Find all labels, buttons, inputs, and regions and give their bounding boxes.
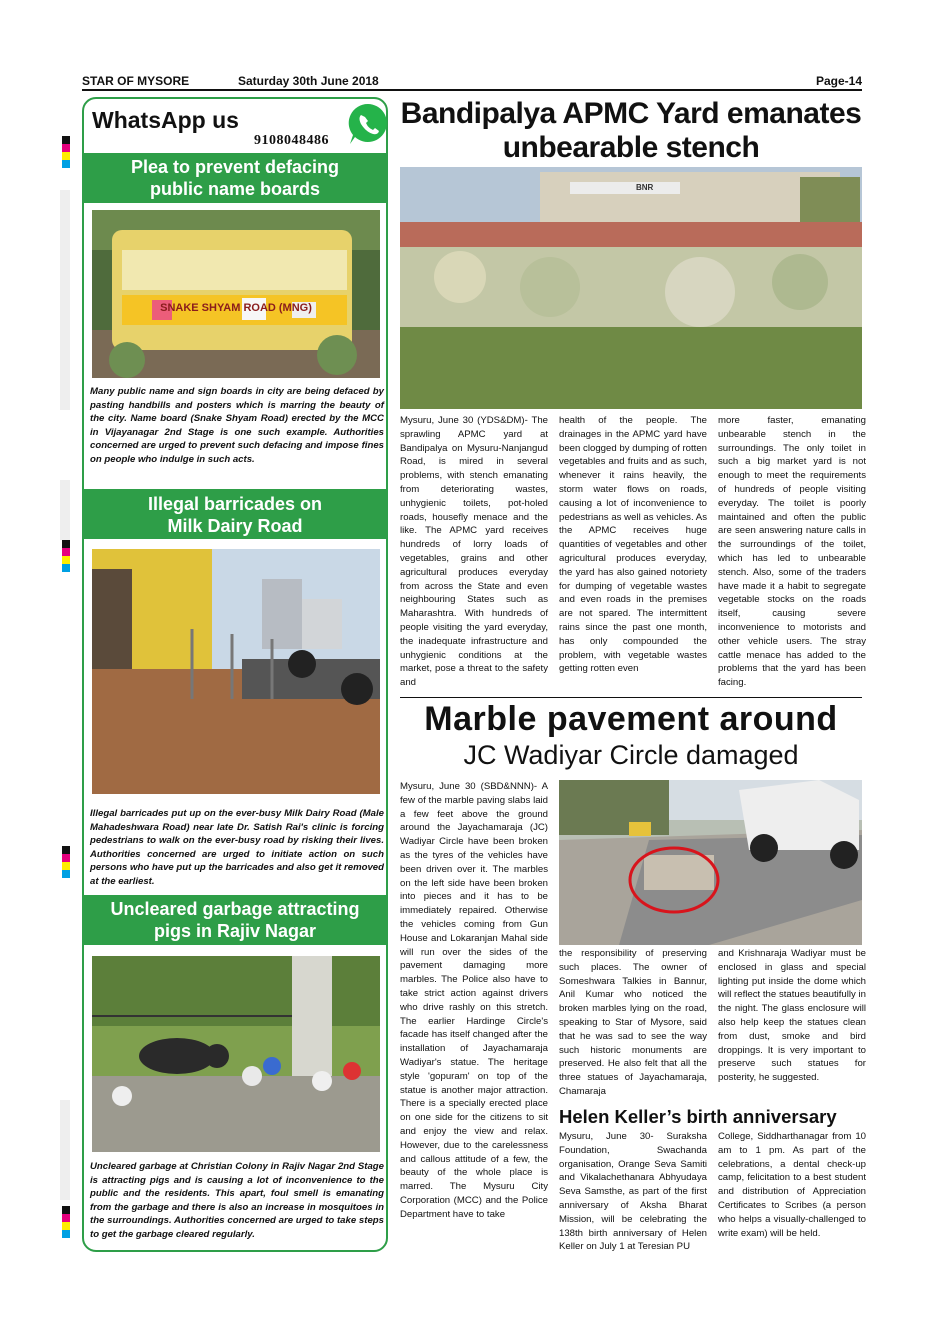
- apmc-headline-line2: unbearable stench: [502, 131, 760, 164]
- story1-caption: Many public name and sign boards in city are being defaced by pasting handbills and posters which is marring the beauty of the city. Name board (Snake Shyam Road) erected by the MCC in Vijayanagar 2nd Stage is one such example. Authorities concerned are urged to prevent such defacing and impose fines on people who indulge in such acts.: [90, 386, 384, 465]
- marble-headline-line1: Marble pavement around: [424, 700, 838, 738]
- story2-headline-line1: Illegal barricades on: [147, 494, 323, 514]
- registration-marks-mid: [62, 540, 70, 572]
- marble-col-2: the responsibility of preserving such places. The owner of Someshwara Talkies in Bannur, Anil Kumar who noticed the broken marbles lying on the road, speaking to Star of Mysore, said that he was sad to see the way such historic monuments are preserved. He also felt that all the three statues of Jayachamaraja, Chamaraja: [559, 948, 707, 1097]
- helen-col-2: Mysuru, June 30- Suraksha Foundation, Swachanda organisation, Orange Seva Samiti and Vikalachethanara Abhyudaya Seva Samsthe, as part of the first anniversary of Aksha Bharat Mission, will be celebrating the 138th birth anniversary of Helen Keller on July 1 at Teresian PU: [559, 1131, 707, 1253]
- issue-date: Saturday 30th June 2018: [238, 74, 379, 88]
- left-column-box: [82, 97, 388, 1252]
- helen-col-3: College, Siddharthanagar from 10 am to 1 pm. As part of the celebrations, a dental check-up camp, felicitation to a best student and distribution of Appreciation Certificates to Scribes (a person who helps a visually-challenged to write exam) will be held.: [718, 1131, 866, 1239]
- story2-headline-line2: Milk Dairy Road: [167, 516, 303, 536]
- margin-shade-2: [60, 480, 70, 540]
- apmc-shop-sign: BNR: [636, 183, 654, 192]
- registration-marks-lower: [62, 846, 70, 878]
- story1-headline: [84, 153, 386, 203]
- apmc-photo: [400, 167, 862, 409]
- helen-headline: Helen Keller’s birth anniversary: [559, 1106, 837, 1127]
- apmc-headline-line1: Bandipalya APMC Yard emanates: [400, 97, 862, 130]
- page-header: [82, 72, 862, 90]
- story3-caption: Uncleared garbage at Christian Colony in Rajiv Nagar 2nd Stage is attracting pigs and is causing a lot of inconvenience to the public and the residents. This apart, foul smell is emanating from the garbage and there is also an increase in mosquitoes in the surroundings. Authorities concerned are urged to take steps to get the garbage cleared regularly.: [90, 1161, 384, 1240]
- apmc-col-2: health of the people. The drainages in the APMC yard have been clogged by dumping of rotten vegetables and fruits and as such, whenever it rains heavily, the storm water flows on roads, causing a lot of inconvenience to pedestrians as well as vehicles. As the APMC receives huge quantities of vegetables and other agricultural produces everyday, the yard has also gained notoriety for dumping of vegetable wastes and even roads in the premises are not spared. The intermittent rains since the past one month, has only compounded the problem, with vegetable wastes getting rotten even: [559, 415, 707, 675]
- header-rule: [82, 89, 862, 91]
- apmc-col-1: Mysuru, June 30 (YDS&DM)- The sprawling APMC yard at Bandipalya on Mysuru-Nanjangud Road, is mired in several problems, with stench emanating from deteriorating wastes, unhygienic toilets, pot-holed roads, housefly menace and the like. The APMC yard receives hundreds of lorry loads of vegetables, grains and other agricultural produces everyday from across the State and even neighbouring States such as Maharashtra. With hundreds of people visiting the yard everyday, the inadequate infrastructure and unhygienic conditions at the market, pose a threat to the safety and: [400, 415, 548, 689]
- apmc-headline: [400, 97, 862, 165]
- marble-col-1: Mysuru, June 30 (SBD&NNN)- A few of the marble paving slabs laid a few feet above the ground around the Jayachamaraja (JC) Wadiyar Circle have been broken as the tyres of the vehicles have been driven over it. The marbles on the left side have been broken into pieces and it has to be immediately repaired. Otherwise the vehicles coming from Gun House and Lokaranjan Mahal side will run over the sides of the pavement damaging more marbles. The Police also have to take strict action against drivers who drive rashly on this stretch. The earlier Hardinge Circle's facade has itself changed after the installation of Jayachamaraja Wadiyar's statue. The heritage style 'gopuram' on top of the statue is another major attraction. There is a specially erected place on one side for the citizens to sit and enjoy the view and relax. However, due to the carelessness and callous attitude of a few, the beauty of the whole place is marred. The Mysuru City Corporation (MCC) and the Police Department have to take: [400, 781, 548, 1220]
- story2-photo: [92, 549, 380, 794]
- story1-photo: [92, 210, 380, 378]
- story2-headline: [84, 489, 386, 539]
- margin-shade-3: [60, 1100, 70, 1200]
- story1-headline-line2: public name boards: [149, 179, 321, 199]
- marble-headline-line2: JC Wadiyar Circle damaged: [463, 740, 799, 770]
- story3-headline-line2: pigs in Rajiv Nagar: [153, 921, 317, 941]
- paper-name: STAR OF MYSORE: [82, 74, 190, 88]
- marble-photo: [559, 780, 862, 945]
- page-number: Page-14: [815, 74, 862, 88]
- apmc-bottom-rule: [400, 697, 862, 698]
- registration-marks-bottom: [62, 1206, 70, 1238]
- whatsapp-icon: [346, 101, 390, 147]
- story3-headline-line1: Uncleared garbage attracting: [110, 899, 360, 919]
- whatsapp-number: 9108048486: [254, 133, 329, 148]
- apmc-col-3: more faster, emanating unbearable stench in the surroundings. The only toilet in such a big market yard is not enough to meet the requirements of hundreds of people visiting everyday. The toilet is poorly maintained and often the public are seen answering nature calls in the surroundings of the toilet, which has led to unbearable stench. Also, some of the traders have made it a habit to segregate vegetable stocks on the roads itself, causing severe inconvenience to motorists and other vehicle users. The stray cattle menace has added to the problems that the yard has been facing.: [718, 415, 866, 689]
- margin-shade-1: [60, 190, 70, 410]
- story3-photo: [92, 956, 380, 1152]
- story2-caption: Illegal barricades put up on the ever-busy Milk Dairy Road (Male Mahadeshwara Road) near late Dr. Satish Rai's clinic is forcing pedestrians to walk on the ever-busy road by risking their lives. Authorities concerned are urged to initiate action on such persons who have put up the barricades and also get it removed at the earliest.: [90, 808, 384, 887]
- story1-sign-text: SNAKE SHYAM ROAD (MNG): [160, 302, 312, 314]
- story3-headline: [84, 895, 386, 945]
- registration-marks-top: [62, 136, 70, 168]
- whatsapp-title: WhatsApp us: [92, 107, 239, 133]
- story1-headline-line1: Plea to prevent defacing: [130, 157, 340, 177]
- marble-headline: [400, 700, 862, 772]
- marble-col-3: and Krishnaraja Wadiyar must be enclosed in glass and special lighting put inside the dome which will reflect the statues beautifully in the night. The glass enclosure will also help keep the statues clean from dust, smoke and bird droppings. It is very important to preserve such statues for posterity, he suggested.: [718, 948, 866, 1084]
